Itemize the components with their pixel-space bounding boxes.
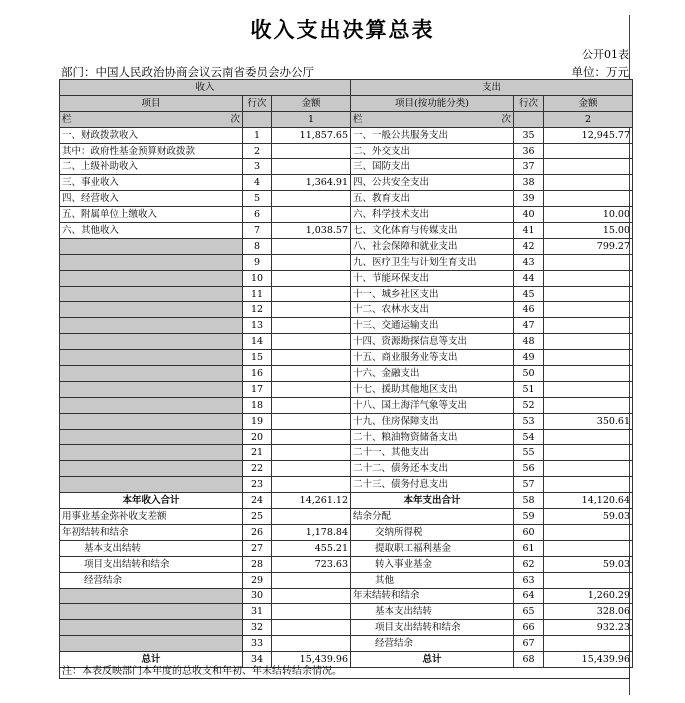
expense-amount-header: 金额 (544, 95, 633, 111)
income-amount (272, 572, 351, 588)
income-item: 项目支出结转和结余 (60, 556, 243, 572)
income-item-header: 项目 (60, 95, 243, 111)
expense-item: 二十一、其他支出 (351, 445, 514, 461)
expense-amount: 12,945.77 (544, 127, 633, 143)
income-amount (272, 604, 351, 620)
income-lan-cell: 栏 次 (60, 111, 243, 127)
income-seq: 11 (243, 286, 272, 302)
expense-item: 九、医疗卫生与计划生育支出 (351, 254, 514, 270)
income-seq: 1 (243, 127, 272, 143)
expense-item: 三、国防支出 (351, 159, 514, 175)
table-row (60, 413, 633, 429)
expense-amount: 59.03 (544, 509, 633, 525)
table-row (60, 175, 633, 191)
income-seq: 28 (243, 556, 272, 572)
expense-amount: 15.00 (544, 223, 633, 239)
expense-item-header: 项目(按功能分类) (351, 95, 514, 111)
table-row (60, 509, 633, 525)
income-item (60, 397, 243, 413)
income-seq-header: 行次 (243, 95, 272, 111)
income-item (60, 238, 243, 254)
expense-seq: 45 (514, 286, 544, 302)
income-amount (272, 238, 351, 254)
header-row-columns (60, 95, 633, 111)
expense-amount: 1,260.29 (544, 588, 633, 604)
income-seq: 34 (243, 652, 272, 668)
expense-item: 六、科学技术支出 (351, 207, 514, 223)
income-seq: 16 (243, 366, 272, 382)
income-seq: 17 (243, 381, 272, 397)
table-row (60, 445, 633, 461)
table-row (60, 524, 633, 540)
income-amount (272, 207, 351, 223)
table-row (60, 366, 633, 382)
expense-amount (544, 254, 633, 270)
table-row (60, 191, 633, 207)
expense-seq: 38 (514, 175, 544, 191)
expense-amount: 799.27 (544, 238, 633, 254)
income-item (60, 429, 243, 445)
income-seq: 14 (243, 334, 272, 350)
table-row (60, 540, 633, 556)
expense-amount (544, 159, 633, 175)
expense-seq: 51 (514, 381, 544, 397)
expense-lan-cell: 栏 次 (351, 111, 514, 127)
income-amount: 1,178.84 (272, 524, 351, 540)
table-row (60, 429, 633, 445)
expense-item: 本年支出合计 (351, 493, 514, 509)
income-item (60, 620, 243, 636)
expense-amount (544, 524, 633, 540)
expense-item: 七、文化体育与传媒支出 (351, 223, 514, 239)
expense-item: 提取职工福利基金 (351, 540, 514, 556)
income-item (60, 254, 243, 270)
income-amount (272, 318, 351, 334)
expense-amount: 10.00 (544, 207, 633, 223)
income-amount (272, 254, 351, 270)
expense-amount (544, 270, 633, 286)
expense-amount (544, 175, 633, 191)
expense-item: 二十三、债务付息支出 (351, 477, 514, 493)
expense-amount: 59.03 (544, 556, 633, 572)
table-row (60, 572, 633, 588)
table-row (60, 143, 633, 159)
table-row (60, 286, 633, 302)
income-seq: 20 (243, 429, 272, 445)
table-row (60, 334, 633, 350)
expense-seq: 43 (514, 254, 544, 270)
income-item: 二、上级补助收入 (60, 159, 243, 175)
expense-item: 经营结余 (351, 636, 514, 652)
income-item: 本年收入合计 (60, 493, 243, 509)
income-seq: 12 (243, 302, 272, 318)
table-row (60, 620, 633, 636)
income-amount: 1,364.91 (272, 175, 351, 191)
header-row-lan (60, 111, 633, 127)
table-row (60, 461, 633, 477)
expense-item: 总计 (351, 652, 514, 668)
income-seq: 15 (243, 350, 272, 366)
income-item (60, 636, 243, 652)
expense-seq: 42 (514, 238, 544, 254)
expense-amount (544, 397, 633, 413)
income-seq: 22 (243, 461, 272, 477)
income-seq: 8 (243, 238, 272, 254)
expense-item: 十五、商业服务业等支出 (351, 350, 514, 366)
expense-amount (544, 540, 633, 556)
expense-seq: 52 (514, 397, 544, 413)
income-item: 三、事业收入 (60, 175, 243, 191)
table-row (60, 493, 633, 509)
expense-seq: 63 (514, 572, 544, 588)
expense-seq: 58 (514, 493, 544, 509)
expense-item: 结余分配 (351, 509, 514, 525)
expense-item: 四、公共安全支出 (351, 175, 514, 191)
table-row (60, 636, 633, 652)
income-amount (272, 636, 351, 652)
income-item: 六、其他收入 (60, 223, 243, 239)
table-row (60, 207, 633, 223)
income-amount (272, 143, 351, 159)
expense-amount: 328.06 (544, 604, 633, 620)
expense-seq: 57 (514, 477, 544, 493)
expense-item: 一、一般公共服务支出 (351, 127, 514, 143)
income-lan-seq (243, 111, 272, 127)
table-row (60, 318, 633, 334)
expense-item: 十九、住房保障支出 (351, 413, 514, 429)
income-seq: 21 (243, 445, 272, 461)
income-amount (272, 159, 351, 175)
income-amount (272, 286, 351, 302)
expense-item: 十七、援助其他地区支出 (351, 381, 514, 397)
income-item (60, 477, 243, 493)
expense-amount (544, 350, 633, 366)
expense-amount (544, 191, 633, 207)
income-seq: 5 (243, 191, 272, 207)
income-amount: 455.21 (272, 540, 351, 556)
expense-amount (544, 636, 633, 652)
header-row-section (60, 80, 633, 96)
table-row (60, 477, 633, 493)
expense-seq: 46 (514, 302, 544, 318)
expense-seq: 62 (514, 556, 544, 572)
table-row (60, 350, 633, 366)
income-item (60, 381, 243, 397)
expense-seq: 47 (514, 318, 544, 334)
expense-seq-header: 行次 (514, 95, 544, 111)
expense-seq: 61 (514, 540, 544, 556)
expense-seq: 66 (514, 620, 544, 636)
income-amount (272, 509, 351, 525)
expense-seq: 53 (514, 413, 544, 429)
expense-seq: 59 (514, 509, 544, 525)
income-item: 五、附属单位上缴收入 (60, 207, 243, 223)
expense-item: 五、教育支出 (351, 191, 514, 207)
expense-seq: 64 (514, 588, 544, 604)
expense-amount (544, 461, 633, 477)
expense-seq: 56 (514, 461, 544, 477)
income-header: 收入 (60, 80, 351, 96)
expense-seq: 65 (514, 604, 544, 620)
expense-seq: 36 (514, 143, 544, 159)
income-amount (272, 413, 351, 429)
expense-item: 十四、资源勘探信息等支出 (351, 334, 514, 350)
income-seq: 13 (243, 318, 272, 334)
page-title: 收入支出决算总表 (250, 18, 435, 42)
table-row (60, 588, 633, 604)
table-row (60, 556, 633, 572)
income-amount (272, 381, 351, 397)
table-row (60, 159, 633, 175)
income-item (60, 413, 243, 429)
table-row (60, 397, 633, 413)
expense-item: 十六、金融支出 (351, 366, 514, 382)
expense-item: 十、节能环保支出 (351, 270, 514, 286)
income-item: 年初结转和结余 (60, 524, 243, 540)
table-row (60, 381, 633, 397)
expense-seq: 35 (514, 127, 544, 143)
income-amount (272, 429, 351, 445)
expense-seq: 54 (514, 429, 544, 445)
income-amount: 1,038.57 (272, 223, 351, 239)
expense-item: 二十、粮油物资储备支出 (351, 429, 514, 445)
table-row (60, 604, 633, 620)
income-item (60, 286, 243, 302)
income-seq: 3 (243, 159, 272, 175)
expense-item: 转入事业基金 (351, 556, 514, 572)
unit-label: 单位：万元 (571, 65, 629, 79)
income-item (60, 318, 243, 334)
expense-amount (544, 318, 633, 334)
income-seq: 30 (243, 588, 272, 604)
expense-item: 其他 (351, 572, 514, 588)
table-row (60, 127, 633, 143)
income-seq: 31 (243, 604, 272, 620)
income-item (60, 588, 243, 604)
expense-col2: 2 (544, 111, 633, 127)
income-item (60, 350, 243, 366)
expense-amount (544, 429, 633, 445)
income-item (60, 334, 243, 350)
expense-amount (544, 334, 633, 350)
income-item (60, 461, 243, 477)
expense-item: 基本支出结转 (351, 604, 514, 620)
income-amount (272, 191, 351, 207)
expense-item: 十二、农林水支出 (351, 302, 514, 318)
expense-seq: 40 (514, 207, 544, 223)
expense-seq: 50 (514, 366, 544, 382)
income-seq: 23 (243, 477, 272, 493)
income-amount (272, 350, 351, 366)
expense-seq: 39 (514, 191, 544, 207)
income-seq: 27 (243, 540, 272, 556)
expense-seq: 48 (514, 334, 544, 350)
income-amount: 11,857.65 (272, 127, 351, 143)
expense-item: 二、外交支出 (351, 143, 514, 159)
expense-lan-seq (514, 111, 544, 127)
income-seq: 18 (243, 397, 272, 413)
expense-amount (544, 572, 633, 588)
income-amount: 14,261.12 (272, 493, 351, 509)
expense-amount: 14,120.64 (544, 493, 633, 509)
income-seq: 6 (243, 207, 272, 223)
income-item (60, 366, 243, 382)
income-seq: 7 (243, 223, 272, 239)
income-amount (272, 366, 351, 382)
table-row (60, 302, 633, 318)
income-amount: 723.63 (272, 556, 351, 572)
table-note: 注：本表反映部门本年度的总收支和年初、年末结转结余情况。 (59, 665, 630, 679)
expense-amount (544, 302, 633, 318)
income-item: 用事业基金弥补收支差额 (60, 509, 243, 525)
table-row (60, 254, 633, 270)
income-amount-header: 金额 (272, 95, 351, 111)
income-amount (272, 397, 351, 413)
table-row (60, 270, 633, 286)
income-seq: 19 (243, 413, 272, 429)
expense-seq: 60 (514, 524, 544, 540)
department-label: 部门：中国人民政治协商会议云南省委员会办公厅 (61, 65, 314, 79)
income-seq: 24 (243, 493, 272, 509)
expense-amount (544, 143, 633, 159)
income-amount (272, 270, 351, 286)
expense-seq: 49 (514, 350, 544, 366)
expense-header: 支出 (351, 80, 633, 96)
income-seq: 9 (243, 254, 272, 270)
income-item: 其中：政府性基金预算财政拨款 (60, 143, 243, 159)
expense-amount (544, 286, 633, 302)
expense-amount (544, 381, 633, 397)
expense-item: 十三、交通运输支出 (351, 318, 514, 334)
table-row (60, 238, 633, 254)
income-amount (272, 588, 351, 604)
expense-seq: 55 (514, 445, 544, 461)
expense-item: 二十二、债务还本支出 (351, 461, 514, 477)
income-seq: 10 (243, 270, 272, 286)
income-item (60, 445, 243, 461)
income-amount (272, 477, 351, 493)
expense-item: 交纳所得税 (351, 524, 514, 540)
expense-amount: 350.61 (544, 413, 633, 429)
expense-amount (544, 477, 633, 493)
income-amount (272, 302, 351, 318)
income-seq: 29 (243, 572, 272, 588)
income-amount (272, 620, 351, 636)
income-seq: 2 (243, 143, 272, 159)
form-number: 公开01表 (582, 48, 629, 61)
income-amount: 15,439.96 (272, 652, 351, 668)
income-item: 基本支出结转 (60, 540, 243, 556)
expense-seq: 44 (514, 270, 544, 286)
income-item (60, 604, 243, 620)
expense-seq: 67 (514, 636, 544, 652)
income-seq: 4 (243, 175, 272, 191)
table-row (60, 223, 633, 239)
expense-seq: 68 (514, 652, 544, 668)
income-col1: 1 (272, 111, 351, 127)
expense-amount (544, 445, 633, 461)
income-seq: 32 (243, 620, 272, 636)
expense-item: 十一、城乡社区支出 (351, 286, 514, 302)
income-amount (272, 445, 351, 461)
income-amount (272, 334, 351, 350)
income-item: 总计 (60, 652, 243, 668)
income-amount (272, 461, 351, 477)
income-seq: 33 (243, 636, 272, 652)
income-item (60, 302, 243, 318)
income-seq: 25 (243, 509, 272, 525)
expense-item: 十八、国土海洋气象等支出 (351, 397, 514, 413)
income-item: 经营结余 (60, 572, 243, 588)
expense-seq: 37 (514, 159, 544, 175)
expense-amount: 15,439.96 (544, 652, 633, 668)
income-item: 四、经营收入 (60, 191, 243, 207)
income-seq: 26 (243, 524, 272, 540)
expense-item: 项目支出结转和结余 (351, 620, 514, 636)
income-item: 一、财政拨款收入 (60, 127, 243, 143)
income-expense-table (59, 79, 633, 668)
expense-seq: 41 (514, 223, 544, 239)
expense-item: 八、社会保障和就业支出 (351, 238, 514, 254)
expense-item: 年末结转和结余 (351, 588, 514, 604)
expense-amount (544, 366, 633, 382)
income-item (60, 270, 243, 286)
expense-amount: 932.23 (544, 620, 633, 636)
